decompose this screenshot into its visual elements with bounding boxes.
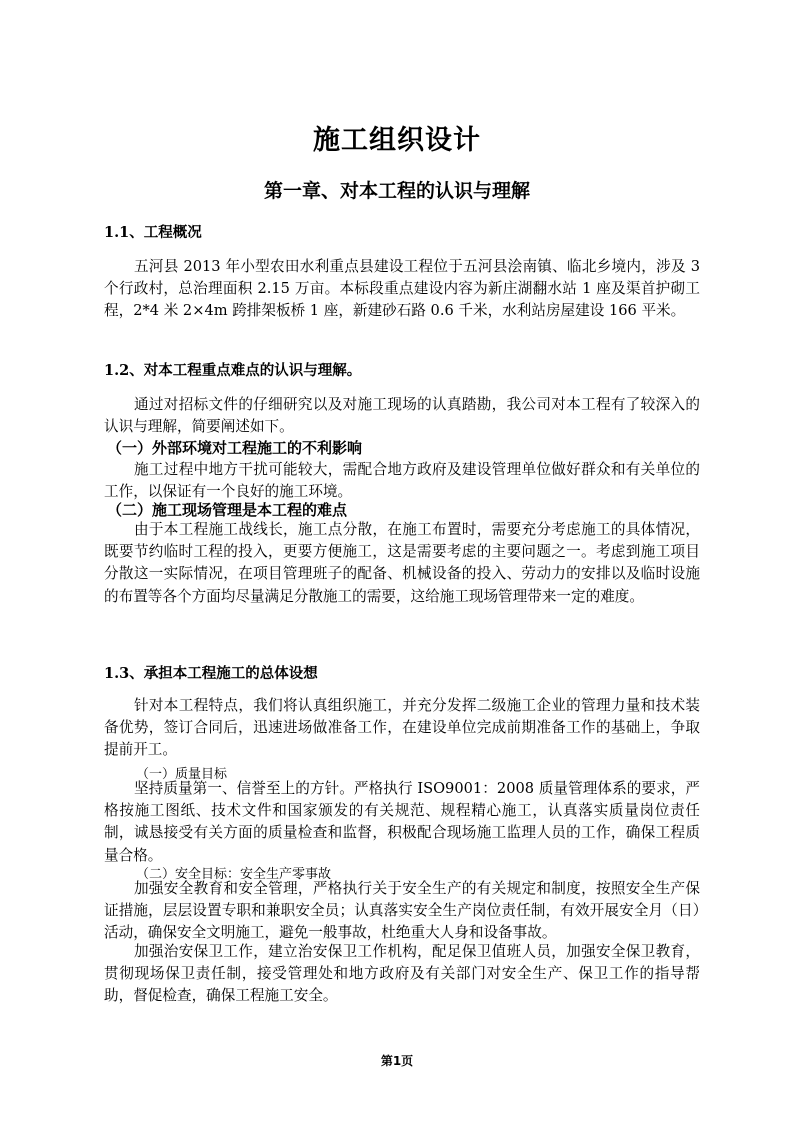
quality-target-paragraph: 坚持质量第一、信誉至上的方针。严格执行 ISO9001：2008 质量管理体系的要求，严格按施工图纸、技术文件和国家颁发的有关规范、规程精心施工，认真落实质量岗位责任制，诚恳接受有关方面的质量检查和监督，积极配合现场施工监理人员的工作，确保工程质量合格。: [104, 780, 700, 864]
document-title: 施工组织设计: [313, 125, 481, 156]
security-work-paragraph: 加强治安保卫工作，建立治安保卫工作机构，配足保卫值班人员，加强安全保卫教育，贯彻现场保卫责任制，接受管理处和地方政府及有关部门对安全生产、保卫工作的指导帮助，督促检查，确保工程施工安全。: [104, 943, 700, 1005]
subheading-external-environment: （一）外部环境对工程施工的不利影响: [107, 439, 363, 457]
section-heading-1-1: 1.1、工程概况: [104, 224, 202, 241]
safety-target-label: （二）安全目标：安全生产零事故: [136, 867, 332, 882]
page-number-footer: 第1页: [380, 1054, 414, 1068]
section-1-3-intro: 针对本工程特点，我们将认真组织施工，并充分发挥二级施工企业的管理力量和技术装备优势，签订合同后，迅速进场做准备工作，在建设单位完成前期准备工作的基础上，争取提前开工。: [104, 697, 700, 759]
section-1-1-paragraph: 五河县 2013 年小型农田水利重点县建设工程位于五河县浍南镇、临北乡境内，涉及 3 个行政村，总治理面积 2.15 万亩。本标段重点建设内容为新庄湖翻水站 1 座及渠首护砌工程，2*4 米 2×4m 跨排架板桥 1 座，新建砂石路 0.6 千米，水利站房屋建设 166 平米。: [104, 258, 700, 320]
subheading-site-management: （二）施工现场管理是本工程的难点: [107, 501, 348, 519]
section-1-2-intro: 通过对招标文件的仔细研究以及对施工现场的认真踏勘，我公司对本工程有了较深入的认识与理解，简要阐述如下。: [104, 396, 700, 436]
quality-target-label: （一）质量目标: [136, 767, 228, 782]
external-environment-paragraph: 施工过程中地方干扰可能较大，需配合地方政府及建设管理单位做好群众和有关单位的工作，以保证有一个良好的施工环境。: [104, 461, 700, 501]
section-heading-1-3: 1.3、承担本工程施工的总体设想: [104, 665, 318, 682]
section-heading-1-2: 1.2、对本工程重点难点的认识与理解。: [104, 362, 362, 379]
chapter-title: 第一章、对本工程的认识与理解: [263, 180, 530, 202]
safety-target-paragraph: 加强安全教育和安全管理，严格执行关于安全生产的有关规定和制度，按照安全生产保证措施，层层设置专职和兼职安全员；认真落实安全生产岗位责任制，有效开展安全月（日）活动，确保安全文明施工，避免一般事故，杜绝重大人身和设备事故。: [104, 880, 700, 942]
site-management-paragraph: 由于本工程施工战线长，施工点分散，在施工布置时，需要充分考虑施工的具体情况，既要节约临时工程的投入，更要方便施工，这是需要考虑的主要问题之一。考虑到施工项目分散这一实际情况，在项目管理班子的配备、机械设备的投入、劳动力的安排以及临时设施的布置等各个方面均尽量满足分散施工的需要，这给施工现场管理带来一定的难度。: [104, 521, 700, 605]
